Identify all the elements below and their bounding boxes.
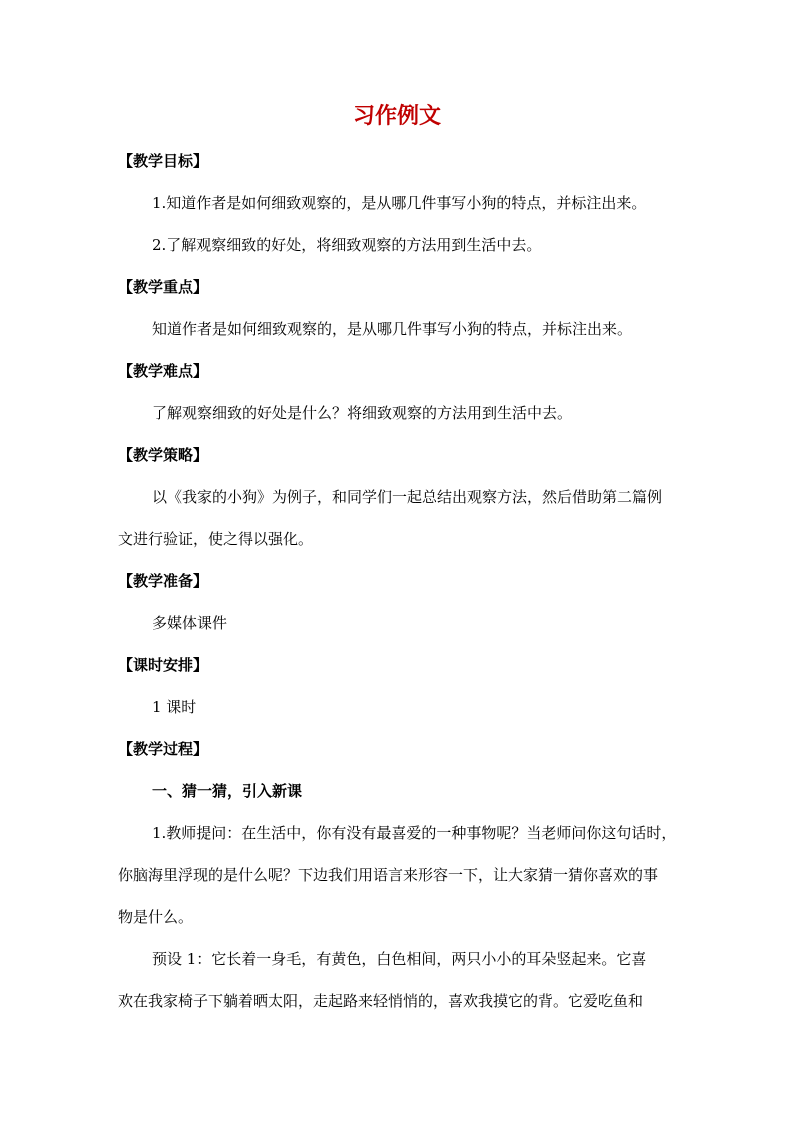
section-heading-key-points: 【教学重点】 (118, 278, 209, 296)
sub-heading-part-one: 一、猜一猜，引入新课 (152, 782, 303, 800)
paragraph-line: 2.了解观察细致的好处，将细致观察的方法用到生活中去。 (152, 236, 542, 254)
section-heading-schedule: 【课时安排】 (118, 656, 209, 674)
section-heading-process: 【教学过程】 (118, 740, 209, 758)
document-body (118, 140, 678, 1022)
paragraph-line: 知道作者是如何细致观察的，是从哪几件事写小狗的特点，并标注出来。 (152, 320, 633, 338)
paragraph-line: 你脑海里浮现的是什么呢？下边我们用语言来形容一下，让大家猜一猜你喜欢的事 (118, 866, 659, 884)
paragraph-line: 1 课时 (152, 698, 197, 716)
paragraph-line: 多媒体课件 (152, 614, 228, 632)
paragraph-line: 了解观察细致的好处是什么？将细致观察的方法用到生活中去。 (152, 404, 573, 422)
section-heading-difficulties: 【教学难点】 (118, 362, 209, 380)
paragraph-line: 物是什么。 (118, 908, 194, 926)
section-heading-goals: 【教学目标】 (118, 152, 209, 170)
section-heading-preparation: 【教学准备】 (118, 572, 209, 590)
paragraph-line: 1.知道作者是如何细致观察的，是从哪几件事写小狗的特点，并标注出来。 (152, 194, 647, 212)
document-title: 习作例文 (352, 104, 441, 129)
section-heading-strategy: 【教学策略】 (118, 446, 209, 464)
paragraph-line: 预设 1：它长着一身毛，有黄色，白色相间，两只小小的耳朵竖起来。它喜 (152, 950, 647, 968)
paragraph-line: 以《我家的小狗》为例子，和同学们一起总结出观察方法，然后借助第二篇例 (152, 488, 663, 506)
paragraph-line: 1.教师提问：在生活中，你有没有最喜爱的一种事物呢？当老师问你这句话时， (152, 824, 677, 842)
paragraph-line: 欢在我家椅子下躺着晒太阳，走起路来轻悄悄的，喜欢我摸它的背。它爱吃鱼和 (118, 992, 644, 1010)
paragraph-line: 文进行验证，使之得以强化。 (118, 530, 314, 548)
